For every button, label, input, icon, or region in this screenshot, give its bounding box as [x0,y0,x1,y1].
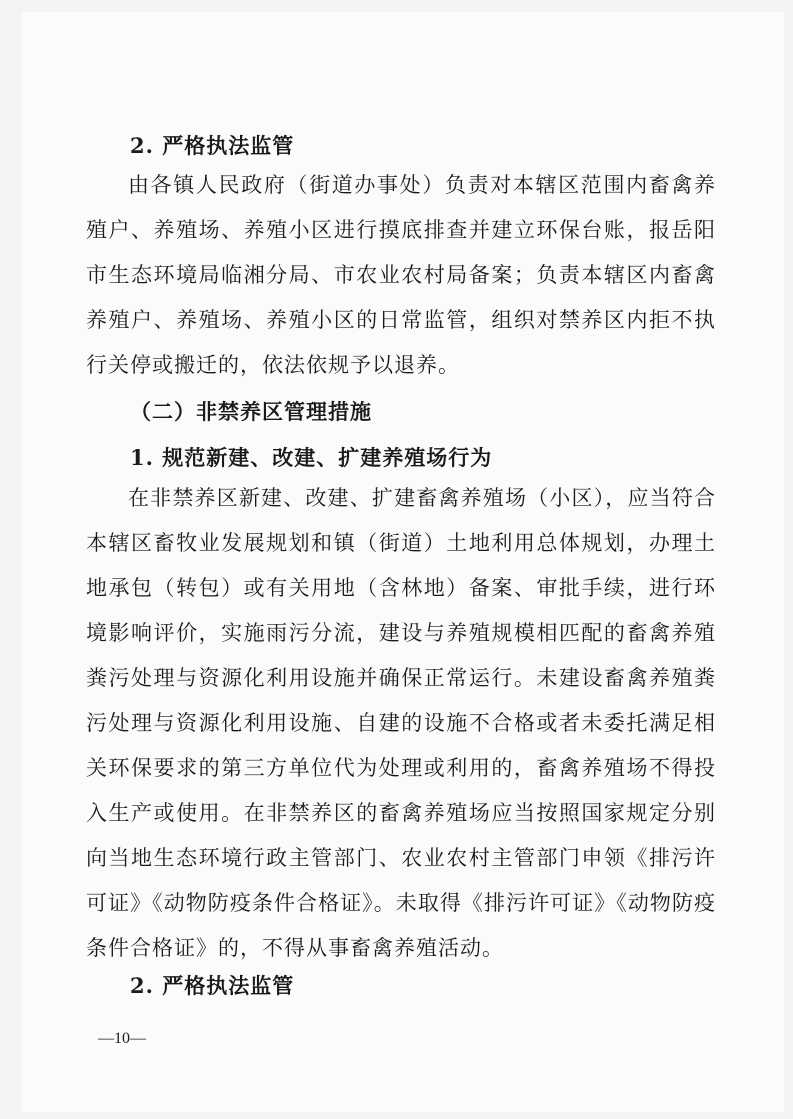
section-heading-strict-supervision: 2. 严格执法监管 [130,133,295,158]
paragraph-supervision-responsibility: 由各镇人民政府（街道办事处）负责对本辖区范围内畜禽养殖户、养殖场、养殖小区进行摸底排查并建立环保台账，报岳阳市生态环境局临湘分局、市农业农村局备案；负责本辖区内畜禽养殖户、养殖场、养殖小区的日常监管，组织对禁养区内拒不执行关停或搬迁的，依法依规予以退养。 [86,173,716,377]
paragraph-construction-requirements: 在非禁养区新建、改建、扩建畜禽养殖场（小区），应当符合本辖区畜牧业发展规划和镇（街道）土地利用总体规划，办理土地承包（转包）或有关用地（含林地）备案、审批手续，进行环境影响评价，实施雨污分流，建设与养殖规模相匹配的畜禽养殖粪污处理与资源化利用设施并确保正常运行。未建设畜禽养殖粪污处理与资源化利用设施、自建的设施不合格或者未委托满足相关环保要求的第三方单位代为处理或利用的，畜禽养殖场不得投入生产或使用。在非禁养区的畜禽养殖场应当按照国家规定分别向当地生态环境行政主管部门、农业农村主管部门申领《排污许可证》《动物防疫条件合格证》。未取得《排污许可证》《动物防疫条件合格证》的，不得从事畜禽养殖活动。 [86,486,716,960]
section-heading-strict-supervision-2: 2. 严格执法监管 [130,973,295,998]
page-number: —10— [98,1030,146,1047]
section-heading-standardize-construction: 1. 规范新建、改建、扩建养殖场行为 [130,445,493,470]
section-heading-non-prohibited-area: （二）非禁养区管理措施 [130,399,372,424]
